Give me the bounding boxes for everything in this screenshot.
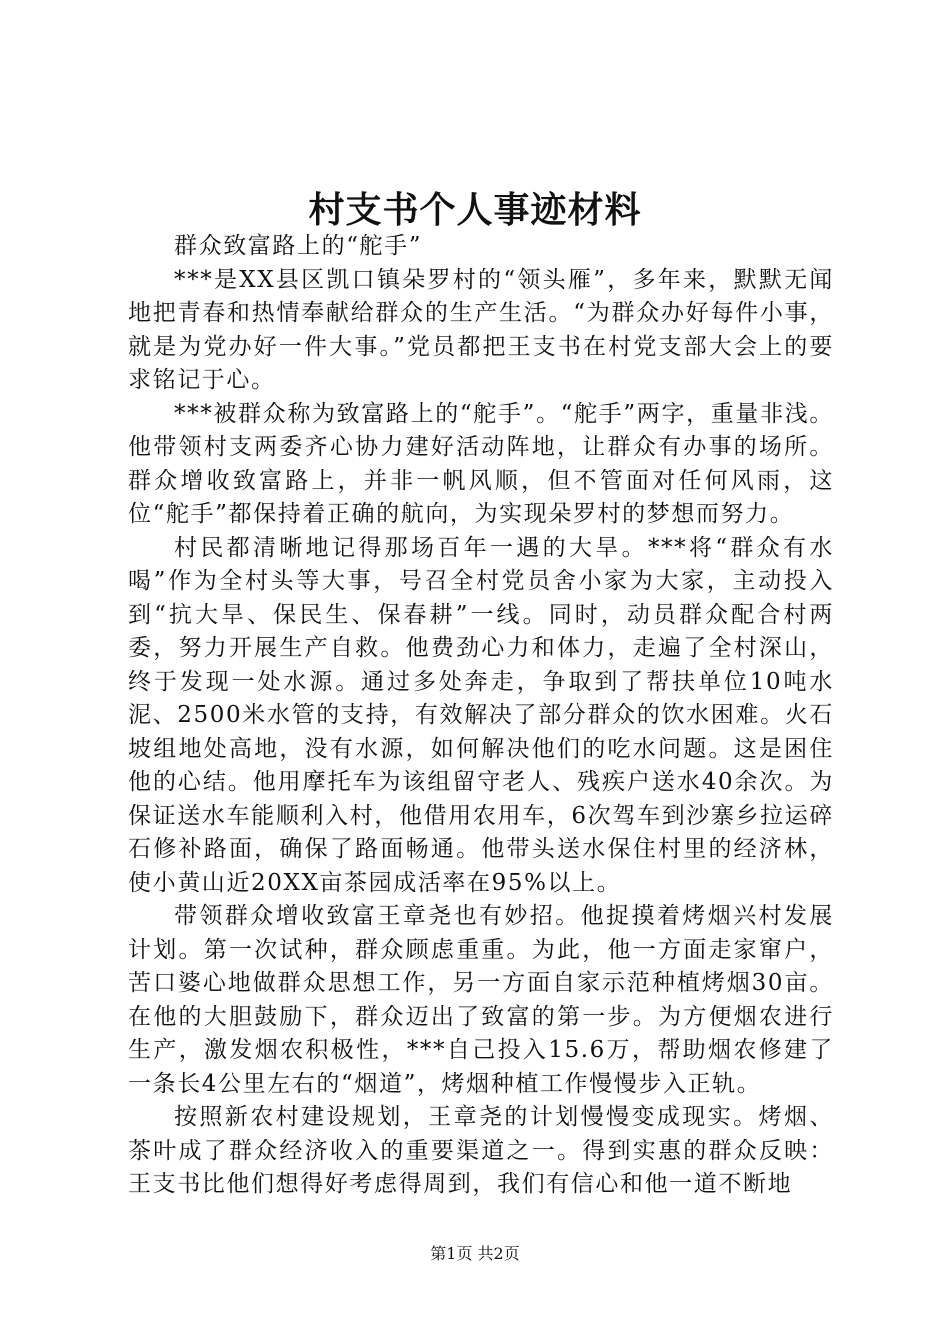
body-paragraph: 按照新农村建设规划，王章尧的计划慢慢变成现实。烤烟、茶叶成了群众经济收入的重要渠道之一。得到实惠的群众反映：王支书比他们想得好考虑得周到，我们有信心和他一道不断地 (128, 1104, 834, 1197)
page-number: 第1页 共2页 (430, 1244, 520, 1263)
subtitle-paragraph: 群众致富路上的“舵手” (174, 233, 423, 259)
body-paragraph: ***被群众称为致富路上的“舵手”。“舵手”两字，重量非浅。他带领村支两委齐心协力建好活动阵地，让群众有办事的场所。群众增收致富路上，并非一帆风顺，但不管面对任何风雨，这位“舵手”都保持着正确的航向，为实现朵罗村的梦想而努力。 (128, 400, 834, 527)
body-paragraph: ***是XX县区凯口镇朵罗村的“领头雁”，多年来，默默无闻地把青春和热情奉献给群众的生产生活。“为群众办好每件小事，就是为党办好一件大事。”党员都把王支书在村党支部大会上的要求铭记于心。 (128, 266, 834, 393)
document-title: 村支书个人事迹材料 (308, 189, 642, 231)
body-paragraph: 带领群众增收致富王章尧也有妙招。他捉摸着烤烟兴村发展计划。第一次试种，群众顾虑重重。为此，他一方面走家窜户，苦口婆心地做群众思想工作，另一方面自家示范种植烤烟30亩。在他的大胆鼓励下，群众迈出了致富的第一步。为方便烟农进行生产，激发烟农积极性，***自己投入15.6万，帮助烟农修建了一条长4公里左右的“烟道”，烤烟种植工作慢慢步入正轨。 (128, 903, 834, 1097)
body-paragraph: 村民都清晰地记得那场百年一遇的大旱。***将“群众有水喝”作为全村头等大事，号召全村党员舍小家为大家，主动投入到“抗大旱、保民生、保春耕”一线。同时，动员群众配合村两委，努力开展生产自救。他费劲心力和体力，走遍了全村深山，终于发现一处水源。通过多处奔走，争取到了帮扶单位10吨水泥、2500米水管的支持，有效解决了部分群众的饮水困难。火石坡组地处高地，没有水源，如何解决他们的吃水问题。这是困住他的心结。他用摩托车为该组留守老人、残疾户送水40余次。为保证送水车能顺利入村，他借用农用车，6次驾车到沙寨乡拉运碎石修补路面，确保了路面畅通。他带头送水保住村里的经济林，使小黄山近20XX亩茶园成活率在95%以上。 (128, 534, 834, 896)
document-body (128, 230, 834, 1202)
